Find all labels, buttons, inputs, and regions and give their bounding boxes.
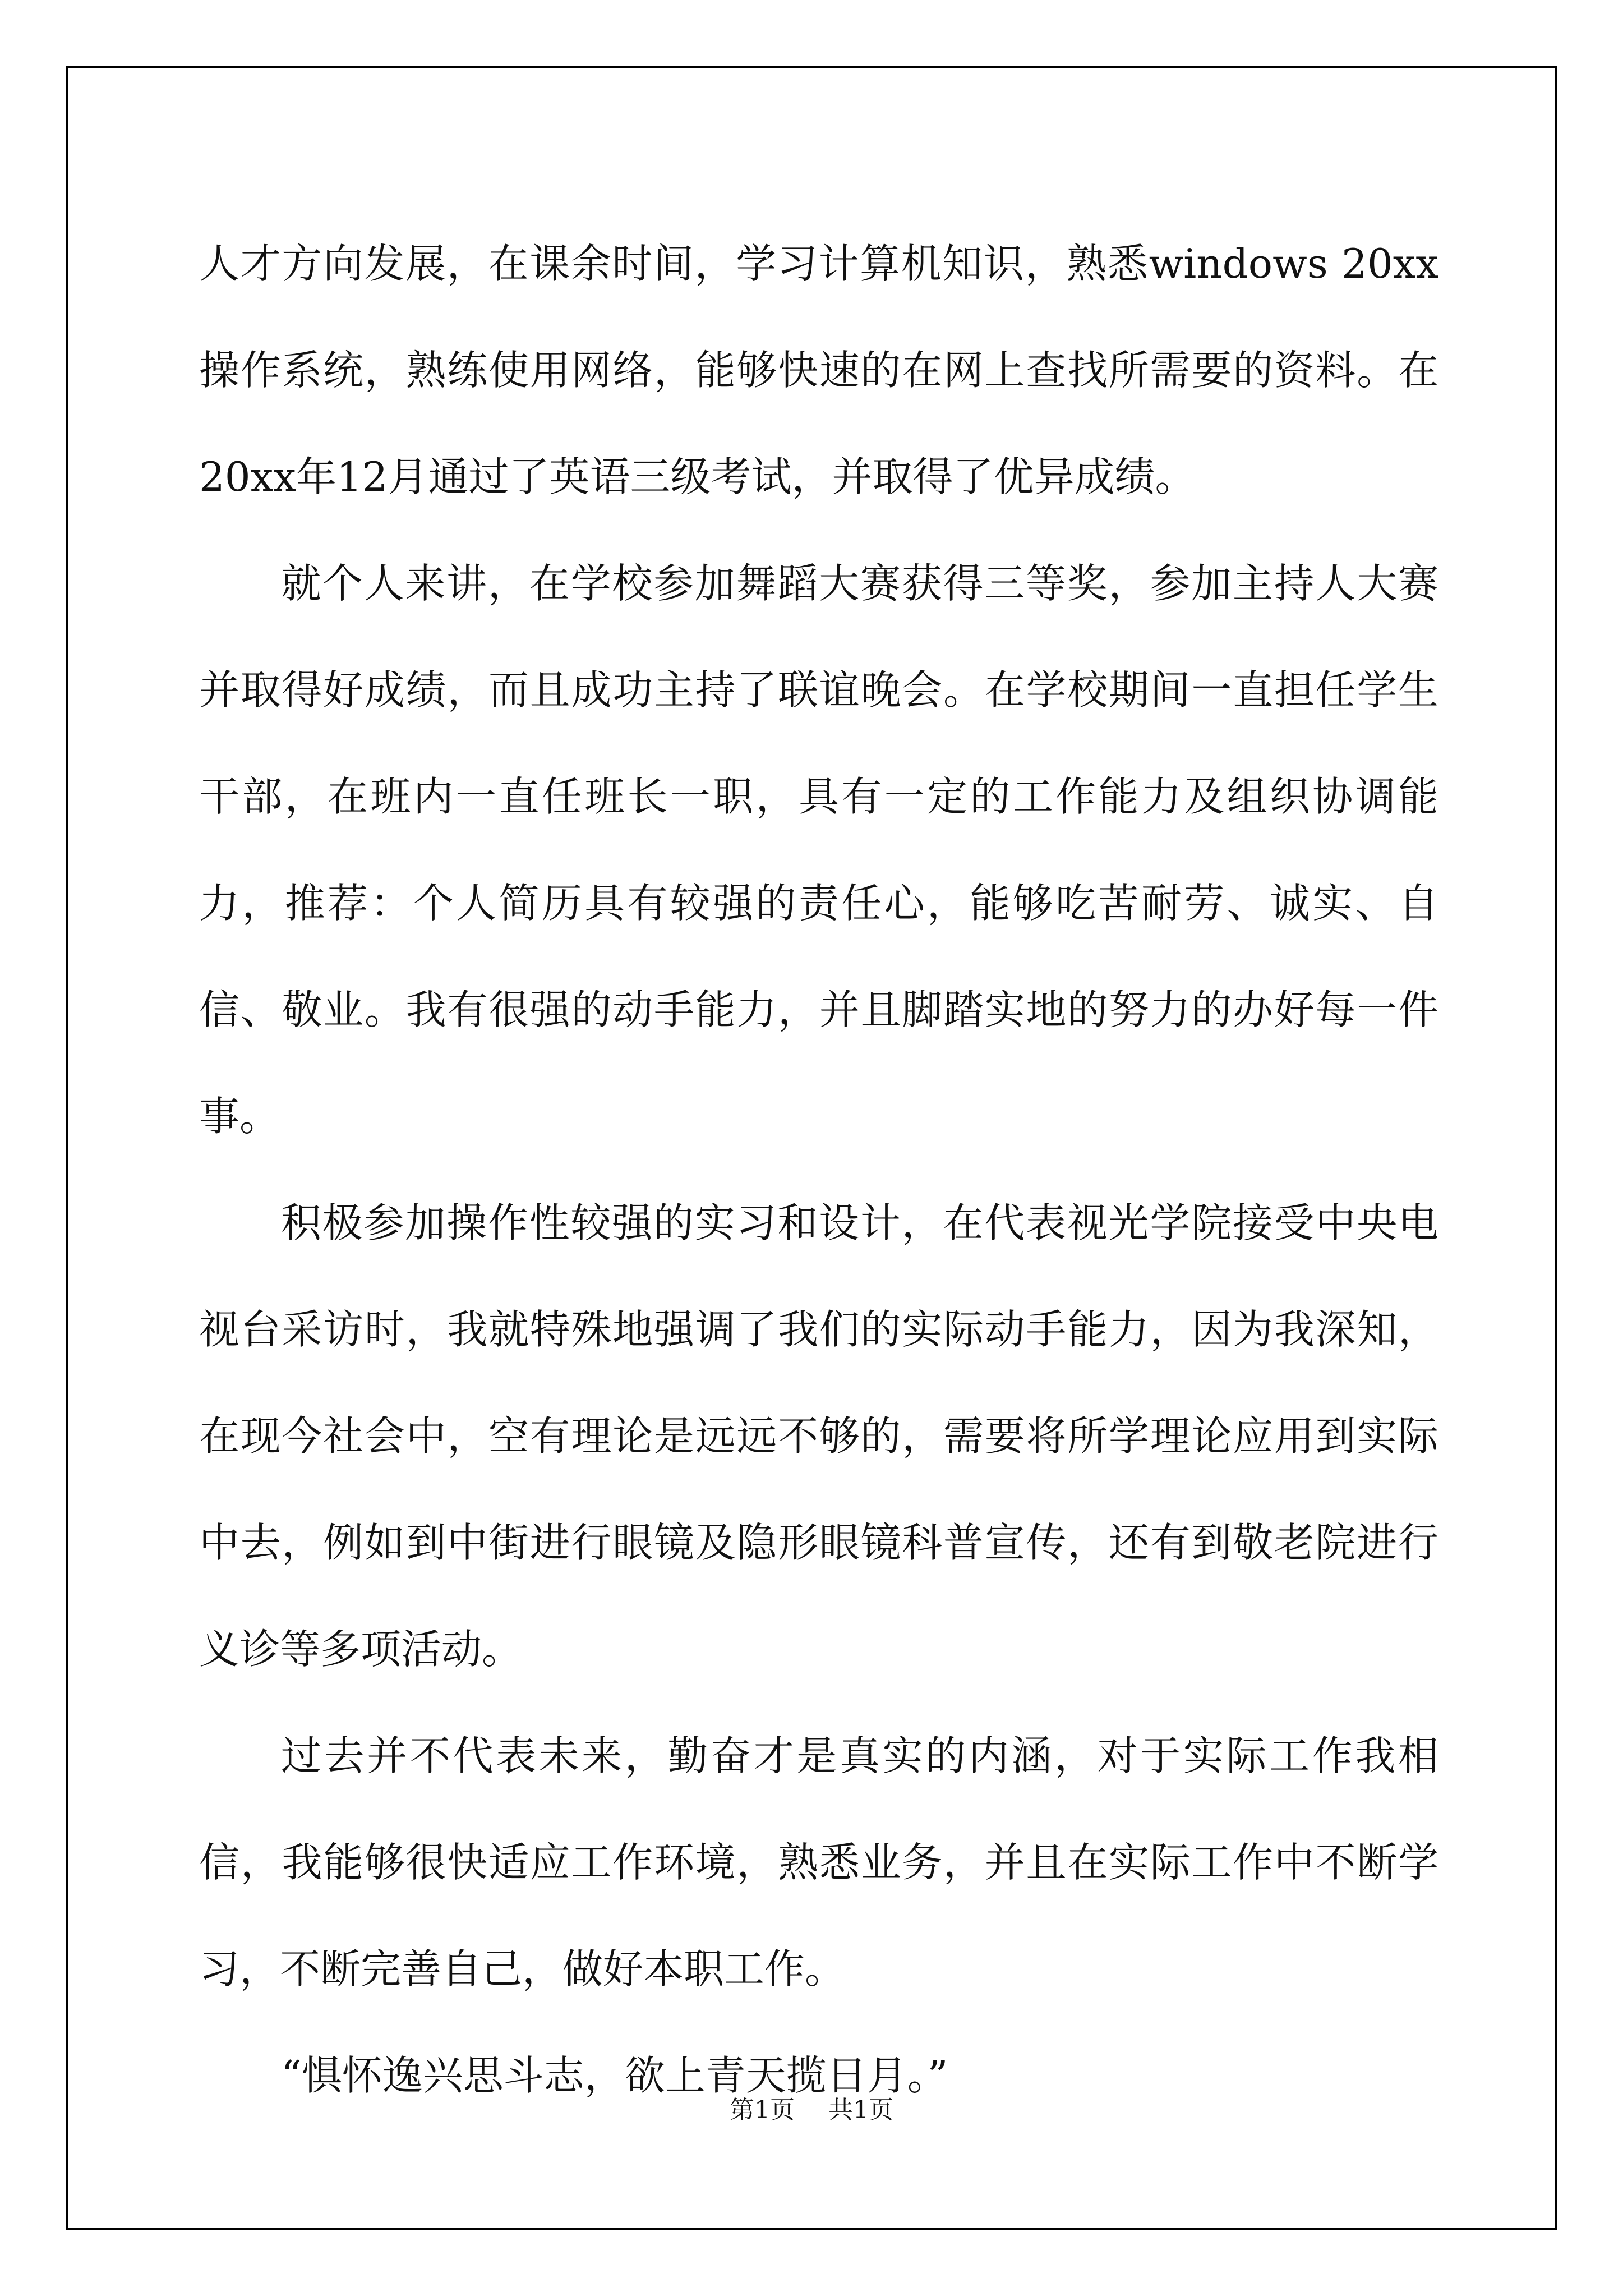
paragraph-continuation: 人才方向发展，在课余时间，学习计算机知识，熟悉windows 20xx操作系统，熟练使用网络，能够快速的在网上查找所需要的资料。在20xx年12月通过了英语三级考试，并取得了优异成绩。 <box>199 240 1438 500</box>
page-number-total: 共1页 <box>828 2096 893 2124</box>
paragraph-future: 过去并不代表未来，勤奋才是真实的内涵，对于实际工作我相信，我能够很快适应工作环境，熟悉业务，并且在实际工作中不断学习，不断完善自己，做好本职工作。 <box>199 1732 1438 1993</box>
paragraph-personal-achievements: 就个人来讲，在学校参加舞蹈大赛获得三等奖，参加主持人大赛并取得好成绩，而且成功主持了联谊晚会。在学校期间一直担任学生干部，在班内一直任班长一职，具有一定的工作能力及组织协调能力，推荐：个人简历具有较强的责任心，能够吃苦耐劳、诚实、自信、敬业。我有很强的动手能力，并且脚踏实地的努力的办好每一件事。 <box>199 560 1438 1140</box>
document-body <box>199 210 1438 2129</box>
paragraph-practice: 积极参加操作性较强的实习和设计，在代表视光学院接受中央电视台采访时，我就特殊地强调了我们的实际动手能力，因为我深知，在现今社会中，空有理论是远远不够的，需要将所学理论应用到实际中去，例如到中街进行眼镜及隐形眼镜科普宣传，还有到敬老院进行义诊等多项活动。 <box>199 1199 1438 1673</box>
page-number-current: 第1页 <box>730 2096 795 2124</box>
paragraph-quote: “惧怀逸兴思斗志，欲上青天揽日月。” <box>281 2052 948 2099</box>
page-footer <box>0 2090 1623 2125</box>
